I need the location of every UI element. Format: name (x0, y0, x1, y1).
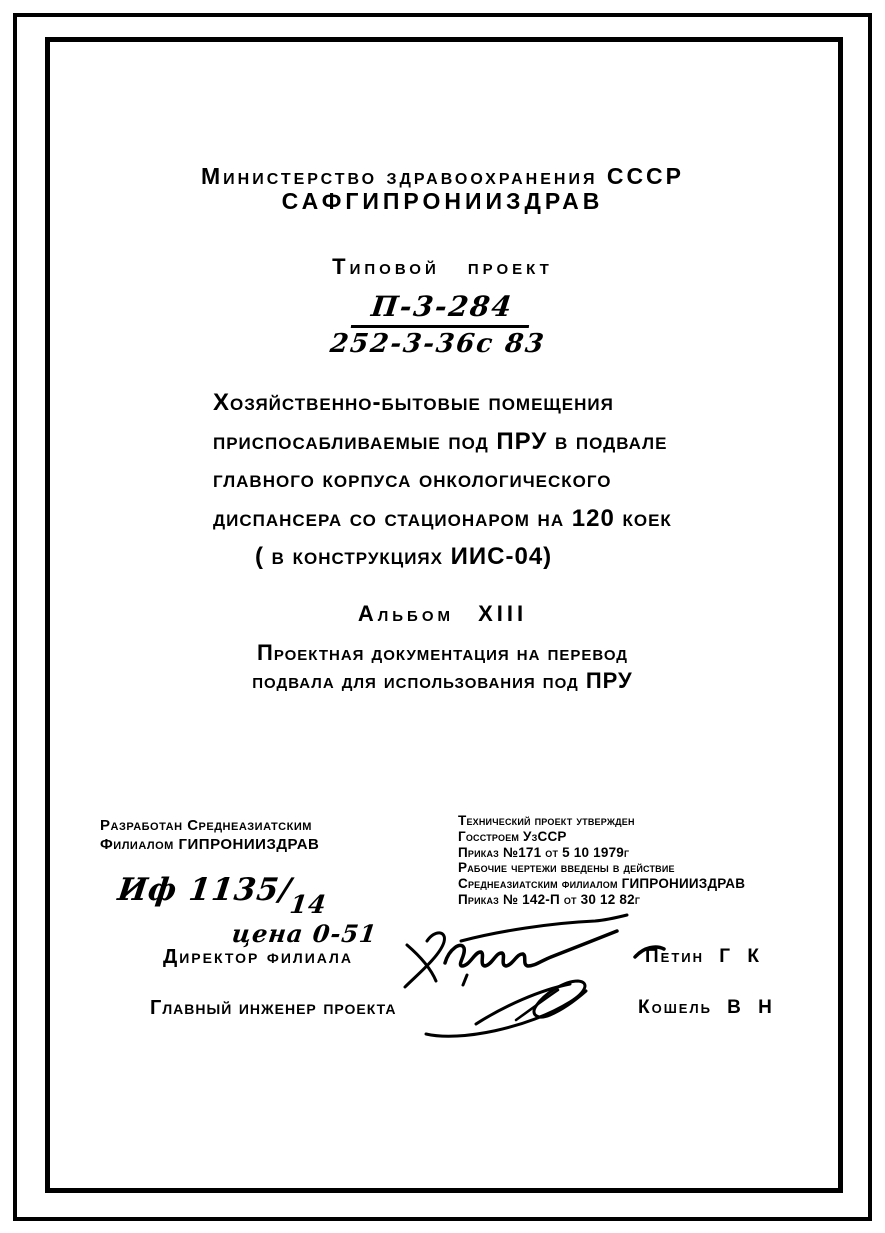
project-type-label: Типовой проект (332, 254, 553, 279)
project-code-denominator: 252-3-36с 83 (328, 329, 548, 359)
inventory-number-main: Иф 1135/ (115, 872, 294, 908)
project-title-line: главного корпуса онкологического (213, 466, 612, 493)
album-subtitle (50, 639, 835, 695)
approval-line: Среднеазиатским филиалом ГИПРОНИИЗДРАВ (458, 876, 746, 892)
album-subtitle-line: Проектная документация на перевод (257, 640, 628, 665)
approval-line: Рабочие чертежи введены в действие (458, 860, 675, 876)
inventory-number-sub: 14 (288, 890, 329, 919)
project-code-numerator: П-3-284 (351, 292, 533, 328)
album-subtitle-line: подвала для использования под ПРУ (252, 668, 633, 693)
album-heading: Альбом XIII (357, 601, 528, 626)
developed-by-block (100, 816, 319, 854)
approval-line: Приказ №171 от 5 10 1979г (458, 844, 630, 860)
project-title (213, 384, 672, 577)
project-title-line: ( в конструкциях ИИС-04) (255, 543, 553, 570)
director-role-label: Директор филиала (163, 946, 353, 968)
developed-by-line: Разработан Среднеазиатским (100, 817, 312, 834)
inventory-number (115, 872, 331, 919)
project-title-line: Хозяйственно-бытовые помещения (213, 389, 614, 416)
institute-name: САФГИПРОНИИЗДРАВ (281, 188, 604, 214)
project-title-line: диспансера со стационаром на 120 коек (213, 504, 672, 532)
chief-engineer-role-label: Главный инженер проекта (150, 997, 397, 1019)
project-code-fraction (316, 292, 564, 360)
chief-engineer-name: Кошель В Н (638, 997, 774, 1018)
approval-block (458, 813, 745, 908)
approval-line: Госстроем УзССР (458, 828, 567, 844)
developed-by-line: Филиалом ГИПРОНИИЗДРАВ (100, 836, 320, 853)
director-name: Петин Г К (645, 946, 761, 967)
ministry-line: Министерство здравоохранения СССР (200, 163, 685, 189)
approval-line: Технический проект утвержден (458, 813, 635, 828)
chief-engineer-signature (420, 970, 598, 1042)
approval-line: Приказ № 142-П от 30 12 82г (458, 891, 641, 907)
project-title-line: приспосабливаемые под ПРУ в подвале (213, 427, 668, 455)
price-label: цена 0-51 (230, 919, 379, 948)
